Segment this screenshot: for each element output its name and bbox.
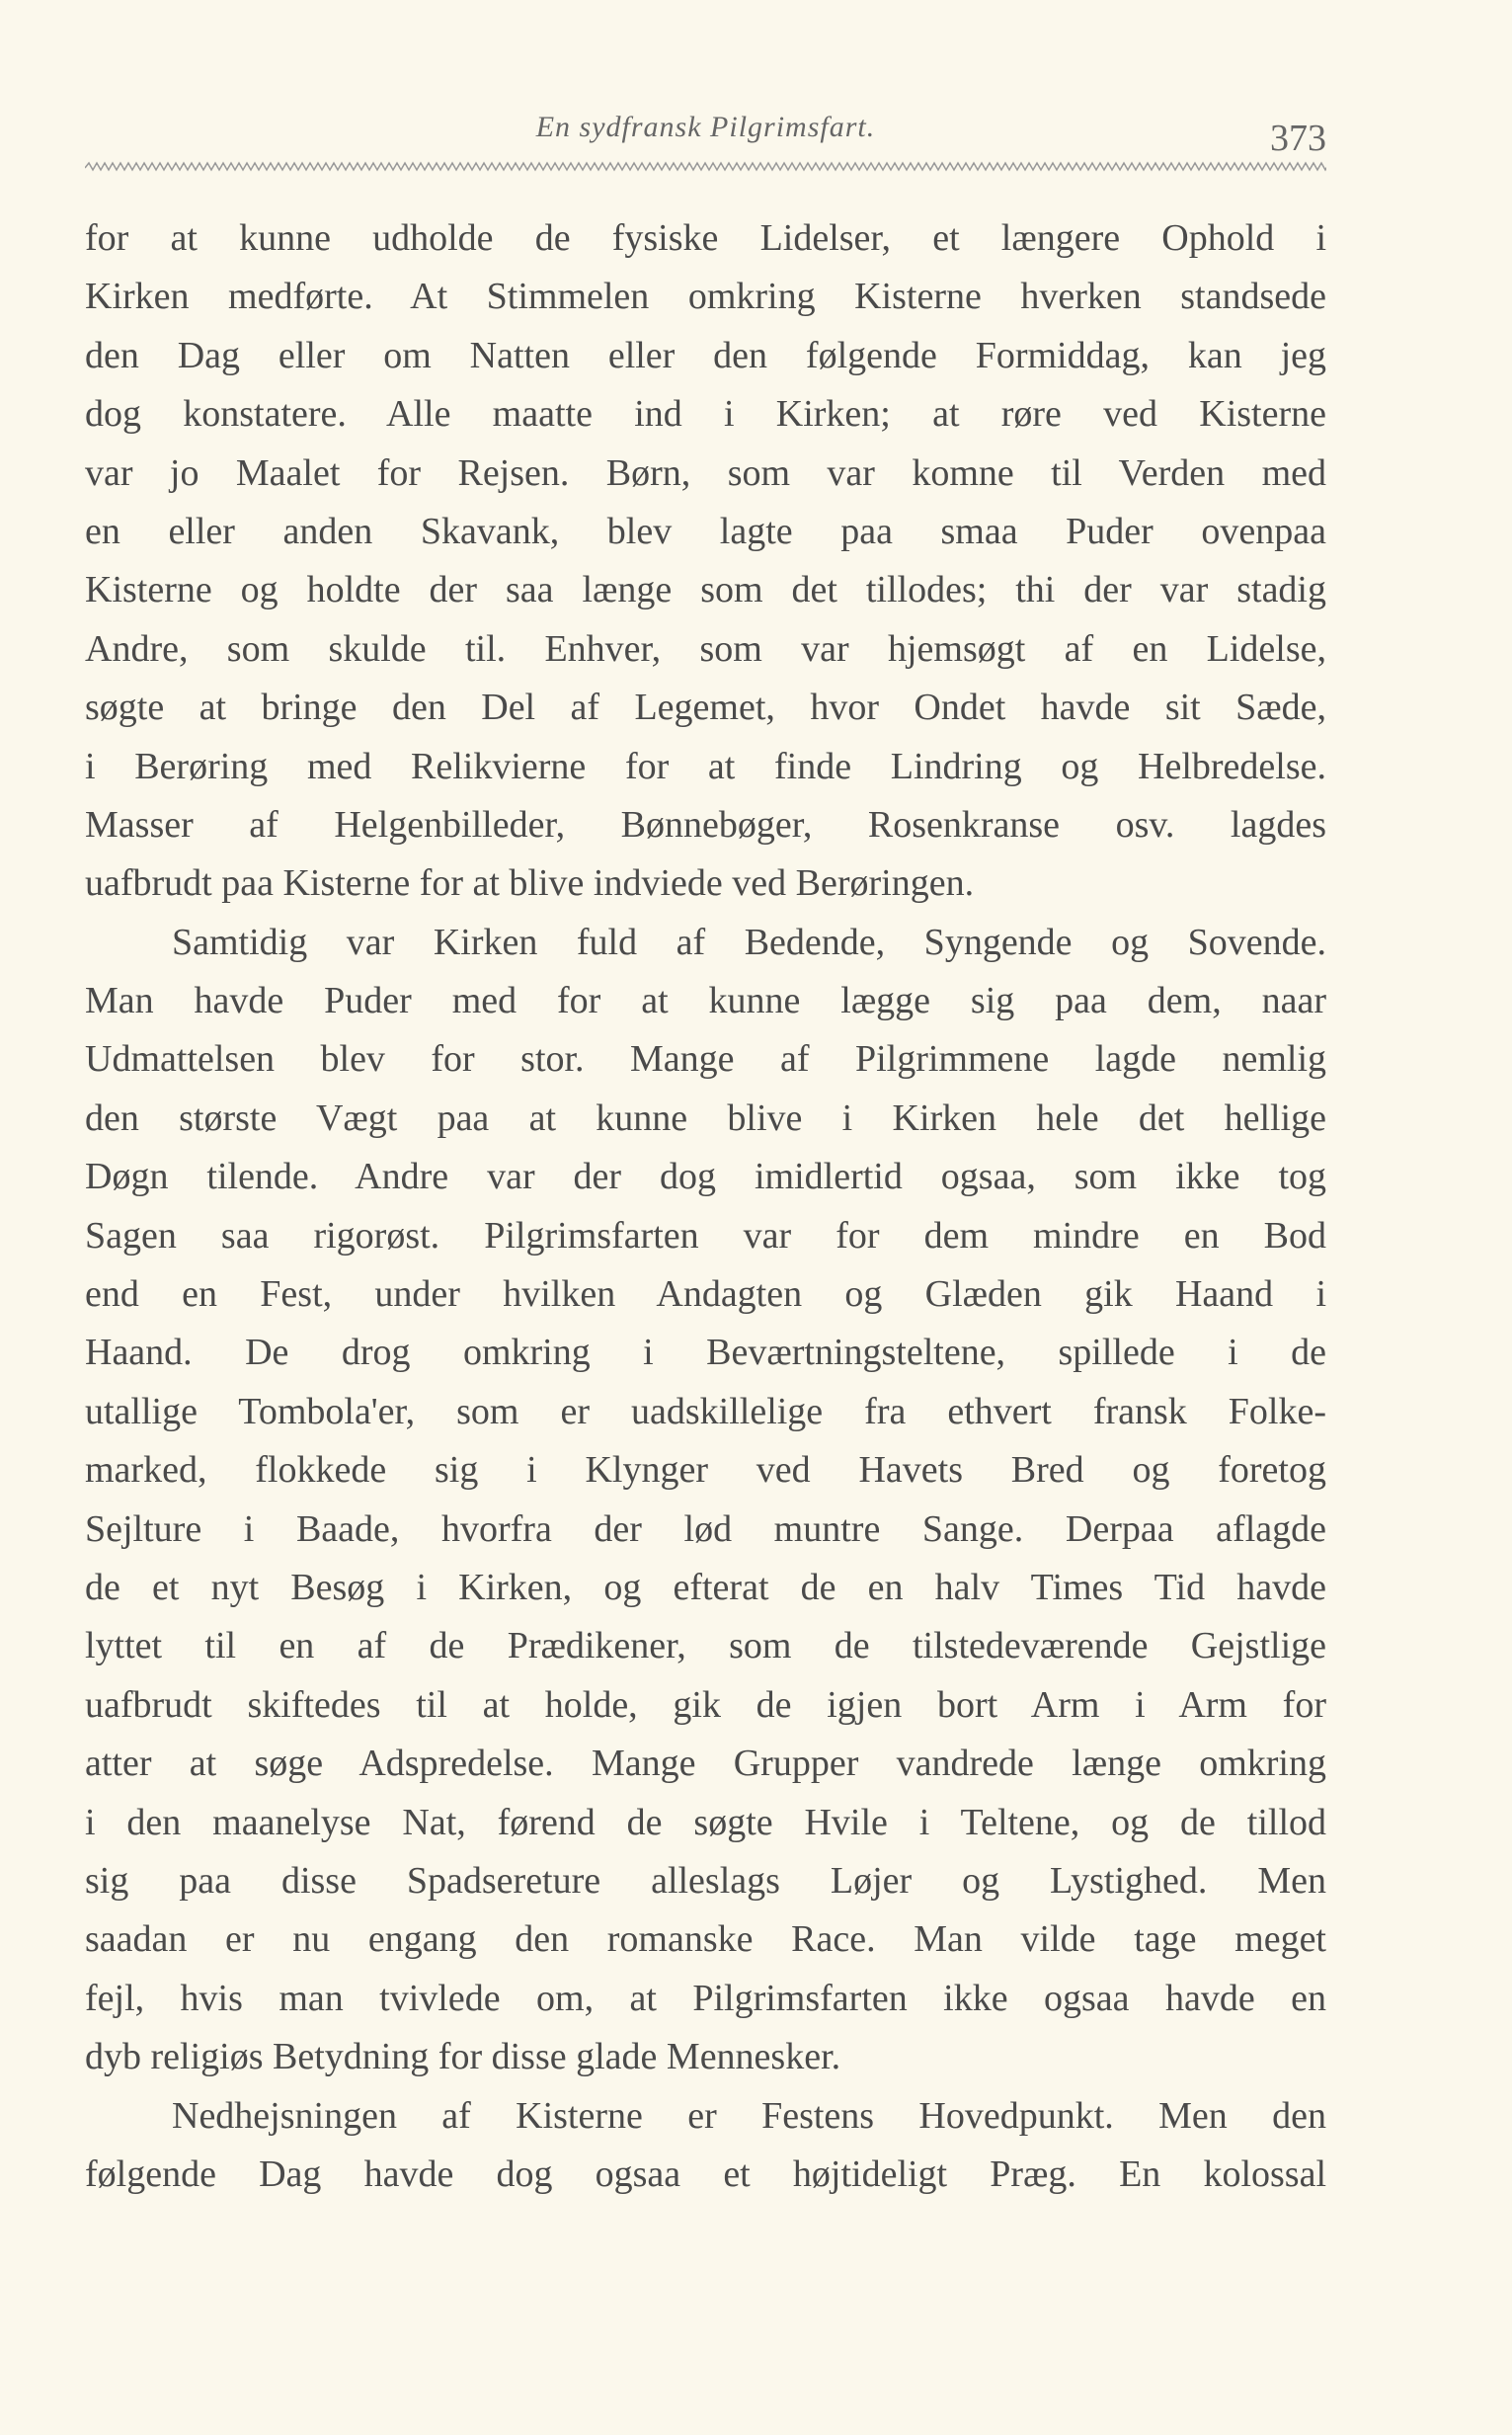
- text-line: de et nyt Besøg i Kirken, og efterat de en halv Times Tid havde: [85, 1566, 1326, 1608]
- text-line: den Dag eller om Natten eller den følgende Formiddag, kan jeg: [85, 334, 1326, 376]
- wavy-rule: [85, 158, 1326, 178]
- text-line: Udmattelsen blev for stor. Mange af Pilgrimmene lagde nemlig: [85, 1038, 1326, 1081]
- text-line: end en Fest, under hvilken Andagten og Glæden gik Haand i: [85, 1273, 1326, 1316]
- text-line: en eller anden Skavank, blev lagte paa smaa Puder ovenpaa: [85, 510, 1326, 552]
- text-line: søgte at bringe den Del af Legemet, hvor Ondet havde sit Sæde,: [85, 687, 1326, 729]
- running-title: En sydfransk Pilgrimsfart.: [535, 111, 876, 143]
- text-line: utallige Tombola'er, som er uadskillelige fra ethvert fransk Folke-: [85, 1390, 1326, 1432]
- text-line: Kisterne og holdte der saa længe som det tillodes; thi der var stadig: [85, 569, 1326, 611]
- text-line: Andre, som skulde til. Enhver, som var hjemsøgt af en Lidelse,: [85, 627, 1326, 670]
- text-line: Sagen saa rigorøst. Pilgrimsfarten var for dem mindre en Bod: [85, 1214, 1326, 1257]
- page-body: [85, 209, 1326, 2204]
- text-line: Haand. De drog omkring i Beværtningsteltene, spillede i de: [85, 1332, 1326, 1374]
- text-line: følgende Dag havde dog ogsaa et højtideligt Præg. En kolossal: [85, 2152, 1326, 2195]
- text-line: atter at søge Adspredelse. Mange Grupper vandrede længe omkring: [85, 1743, 1326, 1785]
- text-line: uafbrudt skiftedes til at holde, gik de igjen bort Arm i Arm for: [85, 1683, 1326, 1726]
- text-line: lyttet til en af de Prædikener, som de tilstedeværende Gejstlige: [85, 1625, 1326, 1667]
- text-line: Samtidig var Kirken fuld af Bedende, Syngende og Sovende.: [172, 921, 1326, 963]
- text-line: Kirken medførte. At Stimmelen omkring Kisterne hverken standsede: [85, 276, 1326, 318]
- text-line: marked, flokkede sig i Klynger ved Havets Bred og foretog: [85, 1449, 1326, 1492]
- text-line: var jo Maalet for Rejsen. Børn, som var komne til Verden med: [85, 451, 1326, 494]
- text-line: Døgn tilende. Andre var der dog imidlertid ogsaa, som ikke tog: [85, 1156, 1326, 1198]
- text-line: i den maanelyse Nat, førend de søgte Hvile i Teltene, og de tillod: [85, 1801, 1326, 1843]
- text-line: Nedhejsningen af Kisterne er Festens Hovedpunkt. Men den: [172, 2094, 1326, 2137]
- text-line: Man havde Puder med for at kunne lægge sig paa dem, naar: [85, 980, 1326, 1022]
- text-line: uafbrudt paa Kisterne for at blive indviede ved Berøringen.: [85, 862, 975, 905]
- text-line: den største Vægt paa at kunne blive i Kirken hele det hellige: [85, 1096, 1326, 1139]
- text-line: Sejlture i Baade, hvorfra der lød muntre Sange. Derpaa aflagde: [85, 1507, 1326, 1550]
- text-line: dog konstatere. Alle maatte ind i Kirken; at røre ved Kisterne: [85, 393, 1326, 436]
- text-line: dyb religiøs Betydning for disse glade Mennesker.: [85, 2036, 841, 2078]
- text-line: fejl, hvis man tvivlede om, at Pilgrimsfarten ikke ogsaa havde en: [85, 1977, 1326, 2019]
- page-number: 373: [1270, 118, 1326, 159]
- text-line: for at kunne udholde de fysiske Lidelser, et længere Ophold i: [85, 217, 1326, 259]
- text-line: saadan er nu engang den romanske Race. Man vilde tage meget: [85, 1918, 1326, 1961]
- text-line: i Berøring med Relikvierne for at finde Lindring og Helbredelse.: [85, 745, 1326, 787]
- text-line: Masser af Helgenbilleder, Bønnebøger, Rosenkranse osv. lagdes: [85, 803, 1326, 846]
- running-header: [85, 111, 1326, 159]
- text-line: sig paa disse Spadsereture alleslags Løjer og Lystighed. Men: [85, 1859, 1326, 1902]
